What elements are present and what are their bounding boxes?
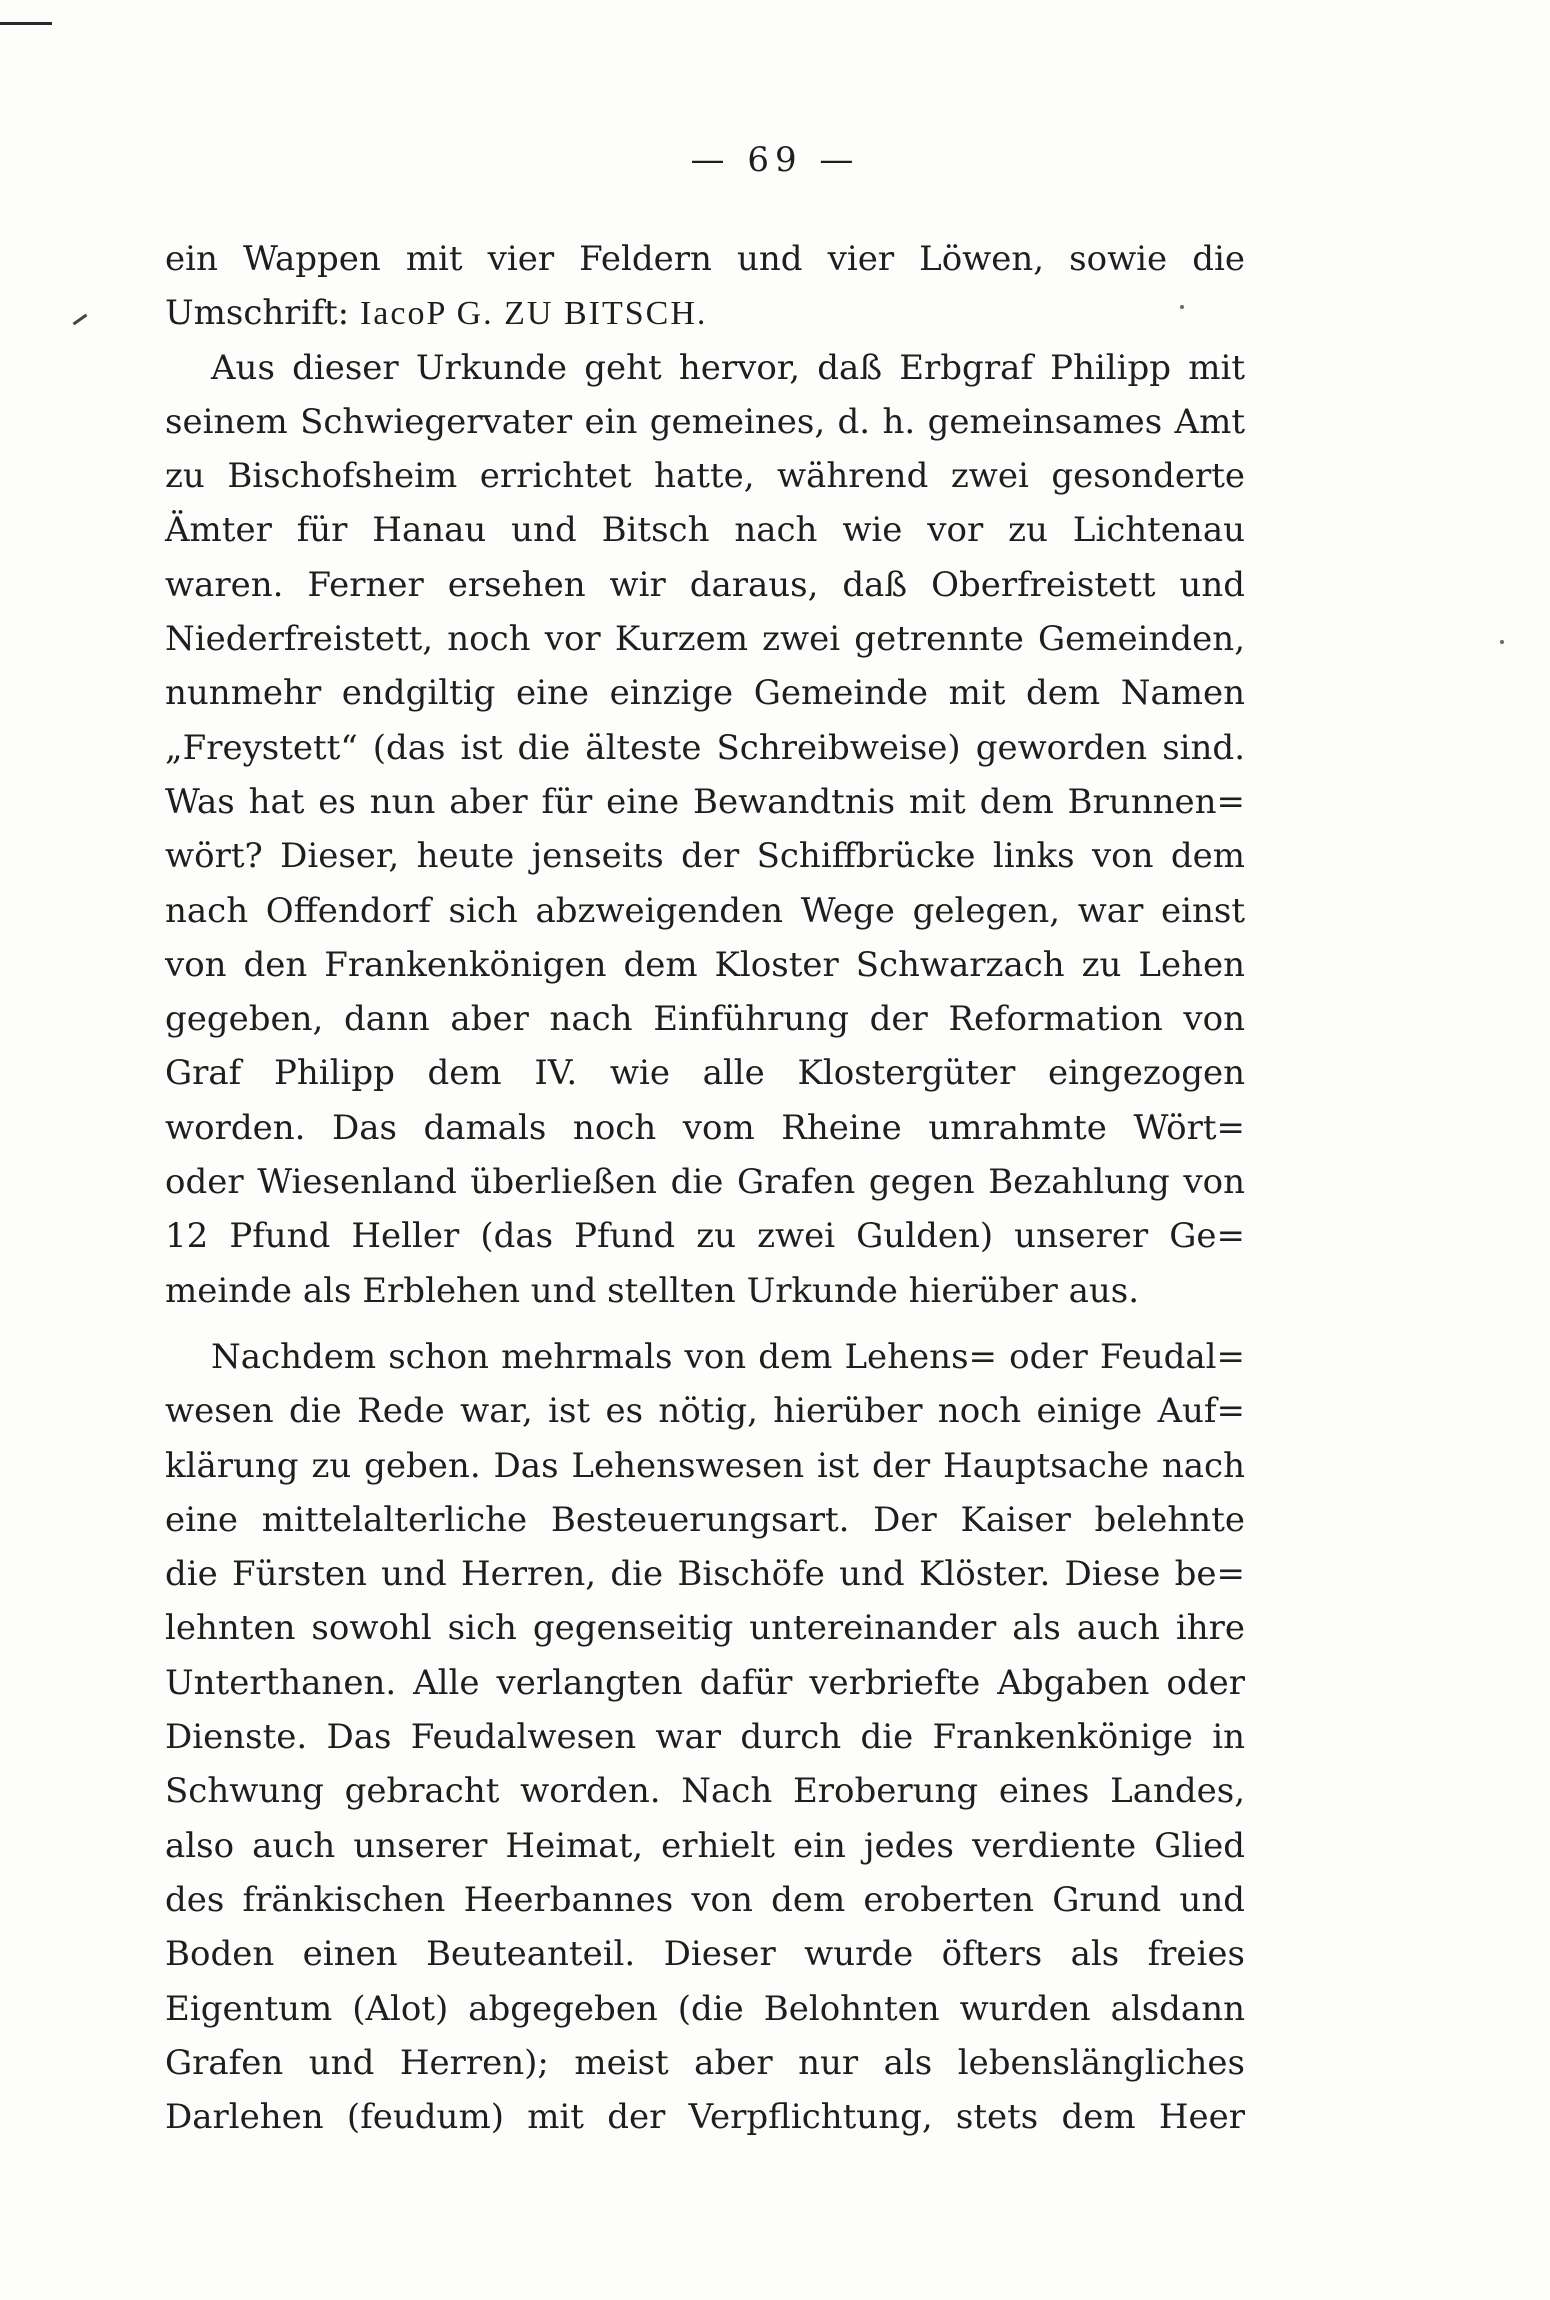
text-line: von den Frankenkönigen dem Kloster Schwarzach zu Lehen — [165, 944, 1245, 985]
text-line-umschrift — [165, 286, 1245, 340]
text-line: die Fürsten und Herren, die Bischöfe und Klöster. Diese be= — [165, 1554, 1245, 1595]
seal-inscription: IacoP G. ZU BITSCH. — [359, 295, 708, 333]
text-line: Grafen und Herren); meist aber nur als lebenslängliches — [165, 2042, 1245, 2083]
text-line: Unterthanen. Alle verlangten dafür verbriefte Abgaben oder — [165, 1662, 1245, 1703]
text-line: wört? Dieser, heute jenseits der Schiffbrücke links von dem — [165, 836, 1245, 877]
paragraph-3 — [165, 1330, 1245, 2144]
paragraph-1 — [165, 232, 1245, 341]
text-line: waren. Ferner ersehen wir daraus, daß Oberfreistett und — [165, 564, 1245, 605]
page-number-header: — 69 — — [690, 140, 860, 180]
text-line: 12 Pfund Heller (das Pfund zu zwei Gulden) unserer Ge= — [165, 1216, 1245, 1257]
text-line: klärung zu geben. Das Lehenswesen ist der Hauptsache nach — [165, 1445, 1245, 1486]
text-line: Aus dieser Urkunde geht hervor, daß Erbgraf Philipp mit — [211, 347, 1245, 388]
text-line: Was hat es nun aber für eine Bewandtnis mit dem Brunnen= — [165, 781, 1245, 822]
paragraph-2 — [165, 341, 1245, 1318]
text-line: Eigentum (Alot) abgegeben (die Belohnten wurden alsdann — [165, 1988, 1245, 2029]
stray-pen-mark — [73, 314, 88, 326]
text-line: lehnten sowohl sich gegenseitig untereinander als auch ihre — [165, 1608, 1245, 1649]
text-line: also auch unserer Heimat, erhielt ein jedes verdiente Glied — [165, 1825, 1245, 1866]
body-text — [165, 232, 1245, 2144]
text-line: des fränkischen Heerbannes von dem eroberten Grund und — [165, 1879, 1245, 1920]
text-line: Dienste. Das Feudalwesen war durch die Frankenkönige in — [165, 1717, 1245, 1758]
dust-speck — [1500, 640, 1504, 644]
text-line: nach Offendorf sich abzweigenden Wege gelegen, war einst — [165, 890, 1245, 931]
text-line: Niederfreistett, noch vor Kurzem zwei getrennte Gemeinden, — [165, 619, 1245, 660]
text-line: gegeben, dann aber nach Einführung der Reformation von — [165, 999, 1245, 1040]
text-line: wesen die Rede war, ist es nötig, hierüber noch einige Auf= — [165, 1391, 1245, 1432]
text-line: „Freystett“ (das ist die älteste Schreibweise) geworden sind. — [165, 727, 1245, 768]
text-line: Darlehen (feudum) mit der Verpflichtung, stets dem Heer — [165, 2097, 1245, 2138]
text-line: ein Wappen mit vier Feldern und vier Löwen, sowie die — [165, 239, 1245, 279]
text-line: oder Wiesenland überließen die Grafen gegen Bezahlung von — [165, 1162, 1245, 1203]
text-line: worden. Das damals noch vom Rheine umrahmte Wört= — [165, 1107, 1245, 1148]
text-line: Ämter für Hanau und Bitsch nach wie vor zu Lichtenau — [165, 510, 1245, 551]
umschrift-label: Umschrift: — [165, 293, 350, 334]
text-line: Boden einen Beuteanteil. Dieser wurde öfters als freies — [165, 1934, 1245, 1975]
text-line: Schwung gebracht worden. Nach Eroberung eines Landes, — [165, 1771, 1245, 1812]
text-line: zu Bischofsheim errichtet hatte, während zwei gesonderte — [165, 456, 1245, 497]
text-line: eine mittelalterliche Besteuerungsart. Der Kaiser belehnte — [165, 1499, 1245, 1540]
paragraph-spacer — [165, 1318, 1245, 1330]
text-line: seinem Schwiegervater ein gemeines, d. h. gemeinsames Amt — [165, 401, 1245, 442]
text-line: Graf Philipp dem IV. wie alle Klostergüter eingezogen — [165, 1053, 1245, 1094]
page-edge-mark — [0, 22, 52, 25]
text-line: nunmehr endgiltig eine einzige Gemeinde mit dem Namen — [165, 673, 1245, 714]
text-line: meinde als Erblehen und stellten Urkunde hierüber aus. — [165, 1270, 1140, 1311]
text-line: Nachdem schon mehrmals von dem Lehens= oder Feudal= — [211, 1336, 1245, 1377]
